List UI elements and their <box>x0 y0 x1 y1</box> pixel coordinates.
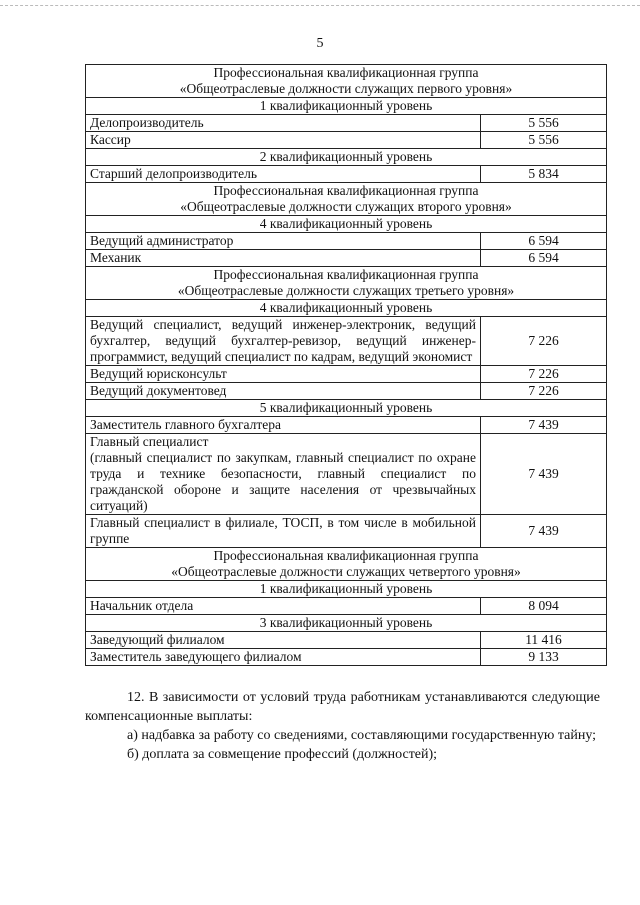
level-row <box>86 216 607 233</box>
table-row <box>86 632 607 649</box>
position-name-line: Заместитель главного бухгалтера <box>90 417 282 432</box>
group-header-line: «Общеотраслевые должности служащих первого уровня» <box>179 81 513 96</box>
salary-value: 6 594 <box>481 250 607 267</box>
position-name-line: Кассир <box>90 132 131 147</box>
page-number: 5 <box>316 36 324 51</box>
salary-value: 5 556 <box>481 115 607 132</box>
salary-value: 5 556 <box>481 132 607 149</box>
group-header <box>86 267 607 300</box>
salary-value: 7 226 <box>481 317 607 366</box>
group-header-line: «Общеотраслевые должности служащих второго уровня» <box>180 199 512 214</box>
group-header-row <box>86 183 607 216</box>
salary-value: 7 226 <box>481 366 607 383</box>
salary-value: 8 094 <box>481 598 607 615</box>
table-row <box>86 233 607 250</box>
group-header <box>86 65 607 98</box>
position-name <box>86 632 481 649</box>
table-row <box>86 434 607 515</box>
position-name <box>86 317 481 366</box>
scan-edge-line <box>0 5 640 6</box>
group-header-line: «Общеотраслевые должности служащих четвертого уровня» <box>171 564 521 579</box>
salary-table <box>85 64 607 666</box>
group-header-row <box>86 548 607 581</box>
table-row <box>86 383 607 400</box>
level-title: 1 квалификационный уровень <box>86 98 607 115</box>
table-row <box>86 250 607 267</box>
level-row <box>86 300 607 317</box>
level-title: 4 квалификационный уровень <box>86 300 607 317</box>
position-name-line: Ведущий администратор <box>90 233 234 248</box>
paragraph-item-a: а) надбавка за работу со сведениями, составляющими государственную тайну; <box>127 728 597 743</box>
level-title: 1 квалификационный уровень <box>86 581 607 598</box>
position-name-line: Делопроизводитель <box>90 115 204 130</box>
level-row <box>86 581 607 598</box>
group-header-row <box>86 267 607 300</box>
position-name <box>86 434 481 515</box>
table-row <box>86 598 607 615</box>
table-row <box>86 417 607 434</box>
salary-value: 7 439 <box>481 434 607 515</box>
position-name-line: Старший делопроизводитель <box>90 166 258 181</box>
position-name <box>86 649 481 666</box>
salary-value: 7 226 <box>481 383 607 400</box>
group-header-line: «Общеотраслевые должности служащих третьего уровня» <box>177 283 515 298</box>
level-row <box>86 98 607 115</box>
position-name <box>86 515 481 548</box>
position-name-line: Начальник отдела <box>90 598 194 613</box>
position-name <box>86 233 481 250</box>
position-name <box>86 115 481 132</box>
position-name <box>86 250 481 267</box>
salary-value: 7 439 <box>481 515 607 548</box>
group-header <box>86 548 607 581</box>
position-name <box>86 417 481 434</box>
position-name-line: Заведующий филиалом <box>90 632 225 647</box>
position-name <box>86 132 481 149</box>
table-row <box>86 166 607 183</box>
position-name-line: (главный специалист по закупкам, главный специалист по охране труда и технике безопасности, главный специалист по гражданской обороне и защите населения от чрезвычайных ситуаций) <box>90 450 476 513</box>
position-name-line: Механик <box>90 250 142 265</box>
salary-value: 9 133 <box>481 649 607 666</box>
salary-value: 6 594 <box>481 233 607 250</box>
position-name-line: Ведущий специалист, ведущий инженер-электроник, ведущий бухгалтер, ведущий бухгалтер-ревизор, ведущий инженер-программист, ведущий специалист по кадрам, ведущий экономист <box>90 317 476 364</box>
table-row <box>86 115 607 132</box>
salary-value: 11 416 <box>481 632 607 649</box>
level-title: 3 квалификационный уровень <box>86 615 607 632</box>
position-name <box>86 598 481 615</box>
level-title: 2 квалификационный уровень <box>86 149 607 166</box>
group-header-line: Профессиональная квалификационная группа <box>213 267 479 282</box>
level-title: 4 квалификационный уровень <box>86 216 607 233</box>
group-header-line: Профессиональная квалификационная группа <box>213 65 479 80</box>
position-name <box>86 366 481 383</box>
level-row <box>86 149 607 166</box>
position-name <box>86 383 481 400</box>
table-row <box>86 649 607 666</box>
group-header-line: Профессиональная квалификационная группа <box>213 183 479 198</box>
body-text <box>85 688 600 764</box>
salary-value: 5 834 <box>481 166 607 183</box>
table-row <box>86 132 607 149</box>
position-name <box>86 166 481 183</box>
position-name-line: Главный специалист в филиале, ТОСП, в том числе в мобильной группе <box>90 515 476 546</box>
group-header-row <box>86 65 607 98</box>
level-title: 5 квалификационный уровень <box>86 400 607 417</box>
paragraph-compensation: 12. В зависимости от условий труда работникам устанавливаются следующие компенсационные выплаты: <box>85 690 600 724</box>
table-row <box>86 515 607 548</box>
salary-value: 7 439 <box>481 417 607 434</box>
table-row <box>86 317 607 366</box>
group-header-line: Профессиональная квалификационная группа <box>213 548 479 563</box>
position-name-line: Ведущий документовед <box>90 383 227 398</box>
table-row <box>86 366 607 383</box>
position-name-line: Заместитель заведующего филиалом <box>90 649 302 664</box>
paragraph-item-b: б) доплата за совмещение профессий (должностей); <box>127 747 438 762</box>
level-row <box>86 400 607 417</box>
level-row <box>86 615 607 632</box>
position-name-line: Главный специалист <box>90 434 209 449</box>
position-name-line: Ведущий юрисконсульт <box>90 366 227 381</box>
group-header <box>86 183 607 216</box>
